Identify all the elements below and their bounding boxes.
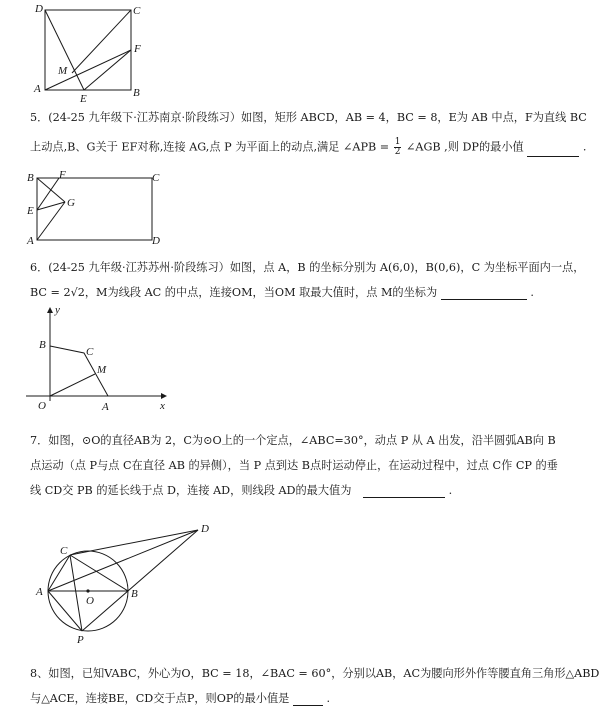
- q5-fraction-numerator: 1: [394, 137, 401, 147]
- q6-period: .: [530, 286, 534, 299]
- label-P: P: [77, 634, 84, 646]
- label-O: O: [86, 595, 94, 607]
- q5-line-1: 5．(24-25 九年级下·江苏南京·阶段练习）如图，矩形 ABCD，AB = 4，BC = 8，E为 AB 中点，F为直线 BC: [30, 111, 587, 124]
- label-D: D: [201, 523, 209, 535]
- q6-line-1: 6．(24-25 九年级·江苏苏州·阶段练习）如图，点 A，B 的坐标分别为 A(6,0)，B(0,6)，C 为坐标平面内一点，: [30, 261, 585, 274]
- q5-fraction: [394, 138, 402, 157]
- q8-line-1: 8、如图，已知VABC，外心为O，BC = 18，∠BAC = 60°，分别以AB，AC为腰向形外作等腰直角三角形△ABD: [30, 667, 599, 680]
- figure-square-lines: [45, 10, 131, 90]
- q5-line-2-start: 上动点,B、G关于 EF对称,连接 AG,点 P 为平面上的动点,满足 ∠APB =: [30, 140, 390, 154]
- label-B: B: [39, 339, 46, 351]
- q5-line-2-end: ∠AGB ,则 DP的最小值: [405, 140, 524, 154]
- label-D: D: [152, 235, 160, 247]
- label-A: A: [34, 83, 41, 95]
- label-B: B: [133, 87, 140, 99]
- figure-coordinate-plane: [0, 303, 564, 423]
- q6-line-2: [30, 286, 534, 300]
- rectangle-outline: [37, 178, 152, 240]
- q6-answer-blank[interactable]: [441, 287, 527, 300]
- q5-period: .: [582, 140, 587, 154]
- label-A: A: [102, 401, 109, 413]
- q5-answer-blank[interactable]: [527, 144, 579, 157]
- square-outline: [45, 10, 131, 90]
- label-O: O: [38, 400, 46, 412]
- q8-answer-blank[interactable]: [293, 693, 323, 706]
- label-B: B: [27, 172, 34, 184]
- label-C: C: [133, 5, 141, 17]
- segment-AG: [37, 202, 65, 240]
- segment-EF: [84, 50, 131, 90]
- q7-line-1: 7．如图，⊙O的直径AB为 2，C为⊙O上的一个定点，∠ABC=30°，动点 P 从 A 出发，沿半圆弧AB向 B: [30, 434, 556, 447]
- label-E: E: [27, 205, 34, 217]
- center-dot: [86, 589, 89, 592]
- label-y: y: [55, 304, 60, 316]
- q8-line-2-start: 与△ACE，连接BE，CD交于点P，则OP的最小值是: [30, 692, 290, 705]
- q7-answer-blank[interactable]: [363, 485, 445, 498]
- q7-line-3: [30, 484, 452, 498]
- figure-rectangle: [0, 170, 564, 250]
- segment-DE: [45, 10, 84, 90]
- label-C: C: [152, 172, 160, 184]
- label-M: M: [58, 65, 68, 77]
- segment-BG: [37, 178, 65, 202]
- q6-line-2-start: BC = 2√2，M为线段 AC 的中点，连接OM，当OM 取最大值时，点 M的坐标为: [30, 286, 438, 299]
- segment-CB: [70, 555, 128, 591]
- label-M: M: [97, 364, 107, 376]
- figure-circle: [0, 510, 564, 650]
- segment-CD: [70, 530, 198, 555]
- label-C: C: [86, 346, 94, 358]
- q7-period: .: [448, 484, 453, 497]
- label-F: F: [134, 43, 141, 55]
- q5-fraction-denominator: 2: [394, 147, 401, 157]
- segment-OM: [50, 374, 95, 396]
- label-F: F: [59, 169, 66, 181]
- label-B: B: [131, 588, 138, 600]
- q8-line-2: [30, 692, 330, 706]
- segment-AC: [48, 555, 70, 591]
- figure-square: [0, 0, 564, 110]
- label-A: A: [36, 586, 43, 598]
- label-D: D: [35, 3, 43, 15]
- label-G: G: [67, 197, 75, 209]
- q7-line-2: 点运动（点 P与点 C在直径 AB 的异侧），当 P 点到达 B点时运动停止，在运动过程中，过点 C作 CP 的垂: [30, 459, 558, 472]
- q5-line-2: [30, 138, 586, 157]
- q8-period: .: [326, 692, 331, 705]
- label-A: A: [27, 235, 34, 247]
- q7-line-3-start: 线 CD交 PB 的延长线于点 D，连接 AD，则线段 AD的最大值为: [30, 484, 352, 497]
- segment-PD: [82, 530, 198, 631]
- label-x: x: [160, 400, 165, 412]
- label-C: C: [60, 545, 68, 557]
- label-E: E: [80, 93, 87, 105]
